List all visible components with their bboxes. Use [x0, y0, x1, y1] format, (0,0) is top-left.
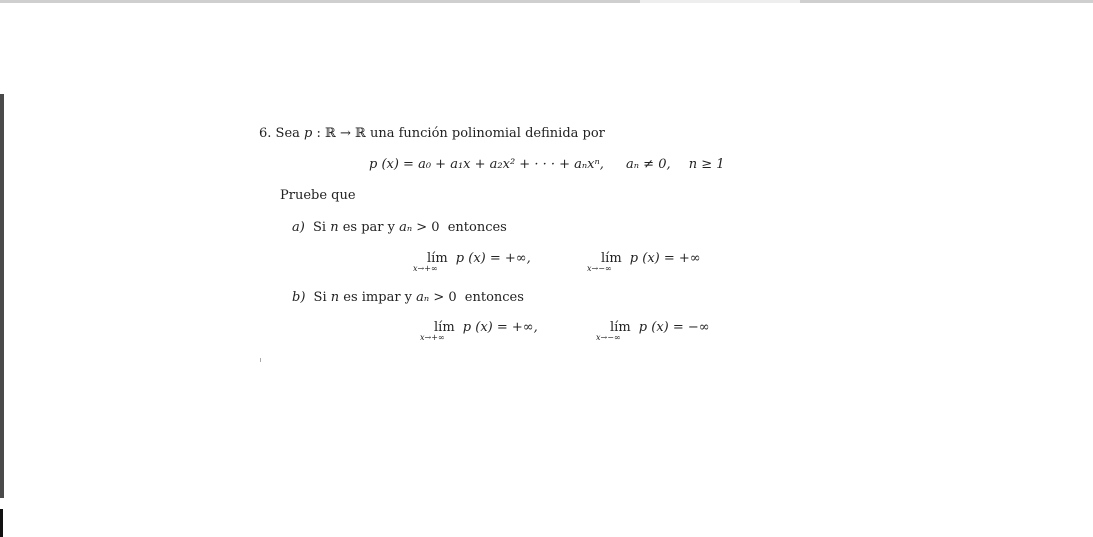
part-a-text: es par y: [342, 220, 395, 235]
lim-expression: p (x) = +∞: [629, 251, 701, 266]
part-b-cond: > 0: [433, 290, 457, 305]
part-a-then: entonces: [447, 220, 507, 235]
part-b-label: b): [292, 290, 306, 305]
part-b-si: Si: [313, 290, 327, 305]
problem-number: 6.: [259, 126, 272, 141]
domain-codomain: ℝ → ℝ: [325, 126, 366, 141]
part-a-an: aₙ: [399, 220, 413, 235]
part-a-si: Si: [312, 220, 327, 235]
problem-statement: [259, 126, 605, 141]
part-b-n: n: [330, 290, 340, 305]
part-a-statement: [292, 220, 507, 235]
condition-leading-coef: aₙ ≠ 0,: [626, 157, 671, 172]
lim-operator: lím: [434, 320, 455, 335]
part-b-statement: [292, 290, 524, 305]
part-b-an: aₙ: [416, 290, 430, 305]
lim-expression: p (x) = +∞,: [455, 251, 531, 266]
part-b-then: entonces: [464, 290, 524, 305]
prove-heading: Pruebe que: [280, 188, 356, 203]
intro-pre: Sea: [275, 126, 300, 141]
condition-degree: n ≥ 1: [688, 157, 725, 172]
part-a-n: n: [330, 220, 339, 235]
lim-subscript: x→+∞: [420, 333, 445, 342]
lim-subscript: x→+∞: [413, 264, 438, 273]
part-b-limit-minus-inf: [596, 320, 710, 342]
lim-expression: p (x) = +∞,: [462, 320, 538, 335]
stray-mark: [260, 358, 261, 362]
part-a-label: a): [292, 220, 305, 235]
lim-operator: lím: [427, 251, 448, 266]
part-a-limit-minus-inf: [587, 251, 701, 273]
polynomial-definition: [369, 157, 725, 172]
definition-formula: p (x) = a₀ + a₁x + a₂x² + · · · + aₙxⁿ,: [369, 157, 604, 172]
lim-operator: lím: [601, 251, 622, 266]
intro-post: una función polinomial definida por: [369, 126, 605, 141]
lim-subscript: x→−∞: [587, 264, 612, 273]
part-a-limit-plus-inf: [413, 251, 531, 273]
lim-operator: lím: [610, 320, 631, 335]
part-a-cond: > 0: [416, 220, 440, 235]
part-b-limit-plus-inf: [420, 320, 538, 342]
part-b-text: es impar y: [343, 290, 413, 305]
lim-subscript: x→−∞: [596, 333, 621, 342]
function-name: p: [304, 126, 313, 141]
colon: :: [316, 126, 321, 141]
lim-expression: p (x) = −∞: [638, 320, 710, 335]
